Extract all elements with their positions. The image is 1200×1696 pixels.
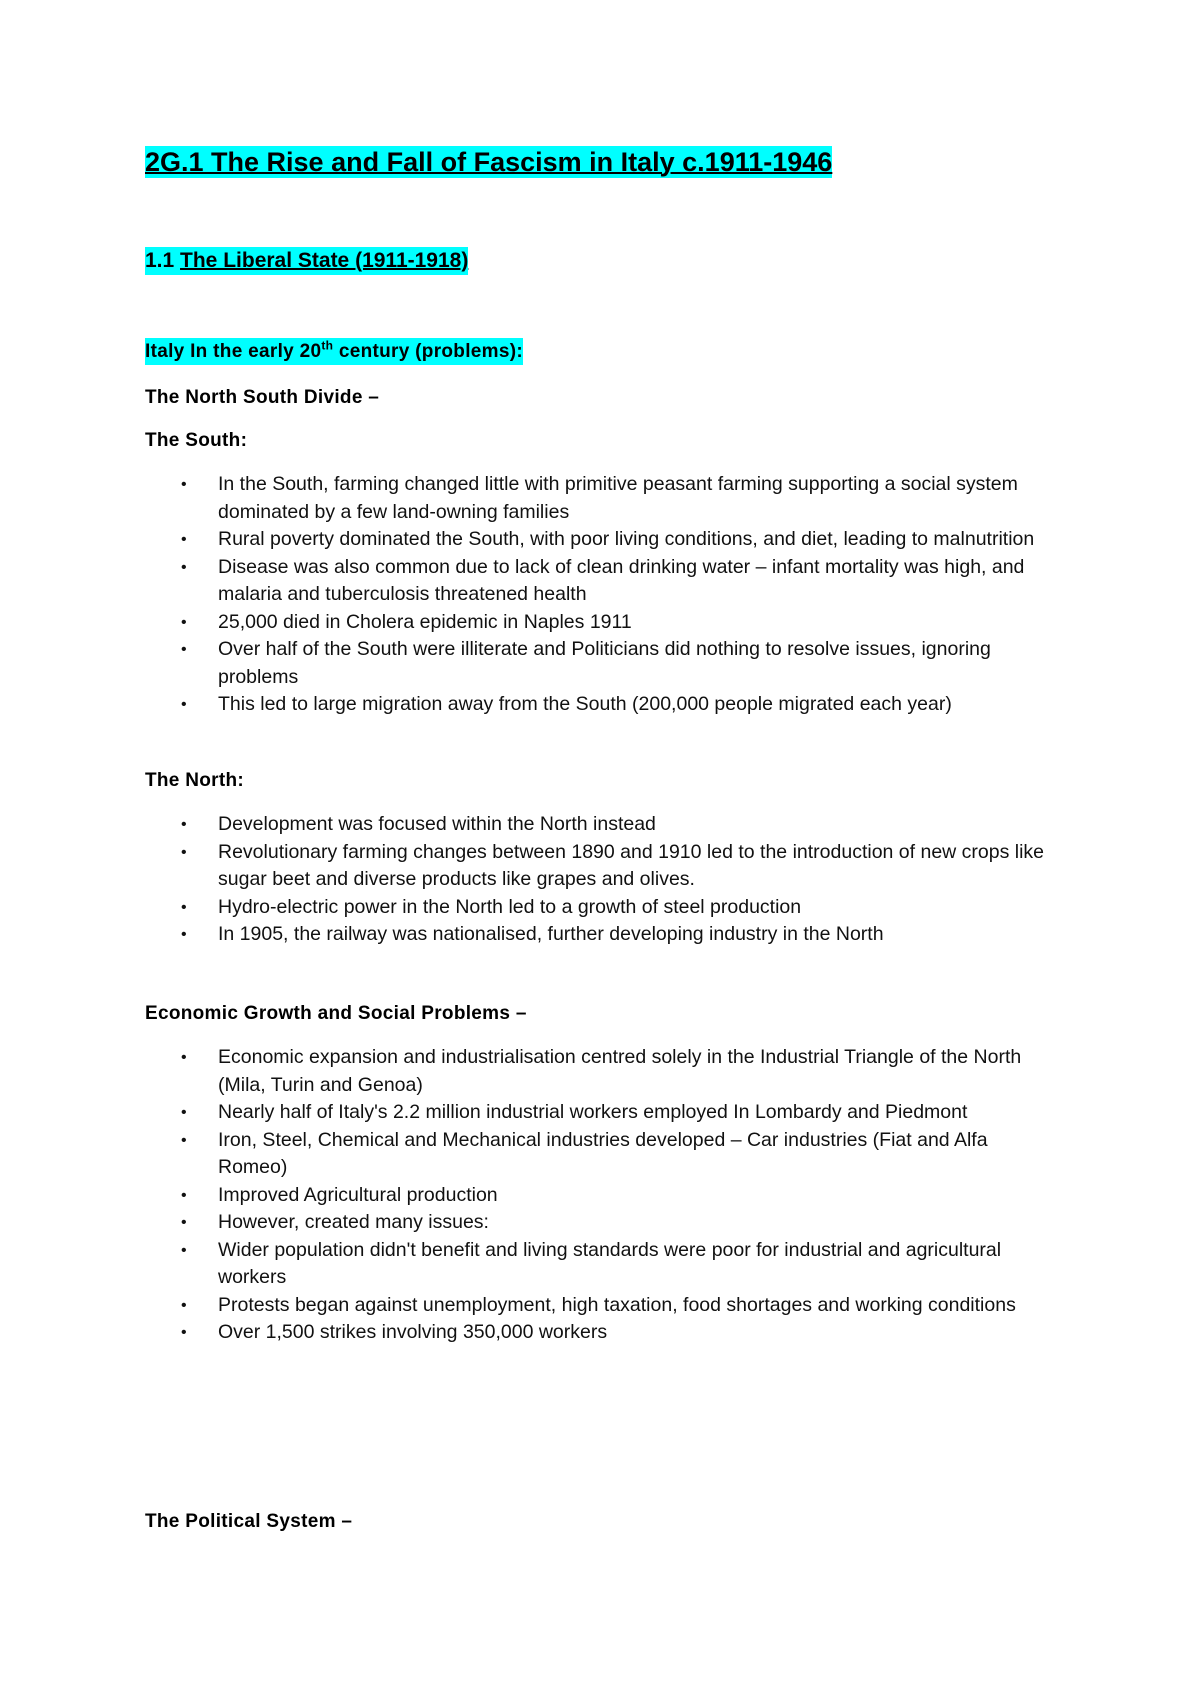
list-item-text: Nearly half of Italy's 2.2 million industrial workers employed In Lombardy and Piedmont [218,1101,968,1123]
bullet-icon: • [181,531,187,548]
list-item-text: Improved Agricultural production [218,1183,498,1206]
section-number: 1.1 [145,249,181,272]
intro-heading-text: Italy In the early 20 [145,341,322,362]
bullet-icon: • [181,1214,187,1231]
bullet-icon: • [181,641,187,658]
north-heading: The North: [145,770,245,791]
bullet-icon: • [181,1296,187,1314]
list-item [0,1099,1058,1127]
list-item [0,609,1058,637]
document-title: 2G.1 The Rise and Fall of Fascism in Italy c.1911-1946 [145,147,833,177]
bullet-icon: • [181,476,187,493]
list-item-text: Protests began against unemployment, high taxation, food shortages and working conditions [218,1293,1016,1316]
list-item-text: However, created many issues: [218,1211,489,1233]
bullet-icon: • [181,1324,187,1341]
list-item-text: Development was focused within the North instead [218,813,656,835]
list-item [0,1319,1058,1347]
intro-heading-text-end: century (problems): [333,341,523,362]
list-item [0,526,1058,554]
bullet-icon: • [181,696,187,713]
list-item [0,839,1058,894]
list-item [0,894,1058,922]
bullet-icon: • [181,926,187,943]
bullet-icon: • [181,898,187,916]
list-item-text: In the South, farming changed little with primitive peasant farming supporting a social system dominated by a few land-owning families [218,473,1018,523]
section-heading [145,247,468,275]
list-item-text: In 1905, the railway was nationalised, further developing industry in the North [218,923,884,945]
list-item [0,1182,1058,1210]
south-bullet-list [0,471,1058,719]
economic-bullet-list [0,1044,1058,1347]
list-item-text: Hydro-electric power in the North led to a growth of steel production [218,895,802,918]
list-item-text: Over 1,500 strikes involving 350,000 workers [218,1321,608,1343]
list-item [0,1044,1058,1099]
north-south-heading: The North South Divide – [145,387,380,408]
bullet-icon: • [181,558,187,576]
list-item [0,921,1058,949]
list-item-text: Disease was also common due to lack of clean drinking water – infant mortality was high, and malaria and tuberculosis threatened health [218,555,1025,605]
list-item-text: Economic expansion and industrialisation centred solely in the Industrial Triangle of the North (Mila, Turin and Genoa) [218,1046,1022,1096]
bullet-icon: • [181,843,187,861]
list-item [0,1209,1058,1237]
intro-heading [145,338,523,365]
list-item-text: Over half of the South were illiterate and Politicians did nothing to resolve issues, ignoring problems [218,638,991,688]
bullet-icon: • [181,1104,187,1121]
list-item-text: Rural poverty dominated the South, with poor living conditions, and diet, leading to malnutrition [218,528,1035,550]
list-item [0,1127,1058,1182]
list-item [0,554,1058,609]
list-item [0,1292,1058,1320]
political-system-heading: The Political System – [145,1511,353,1532]
south-heading: The South: [145,430,248,451]
economic-heading: Economic Growth and Social Problems – [145,1003,527,1024]
intro-heading-superscript: th [321,338,334,353]
bullet-icon: • [181,816,187,833]
bullet-icon: • [181,1049,187,1066]
list-item-text: Revolutionary farming changes between 1890 and 1910 led to the introduction of new crops like sugar beet and diverse products like grapes and olives. [218,840,1045,890]
list-item-text: This led to large migration away from the South (200,000 people migrated each year) [218,693,952,715]
bullet-icon: • [181,1186,187,1204]
north-bullet-list [0,811,1058,949]
bullet-icon: • [181,1131,187,1149]
list-item-text: Iron, Steel, Chemical and Mechanical industries developed – Car industries (Fiat and Alfa Romeo) [218,1128,988,1178]
bullet-icon: • [181,1241,187,1259]
list-item-text: 25,000 died in Cholera epidemic in Naples 1911 [218,610,632,633]
list-item [0,636,1058,691]
list-item [0,811,1058,839]
list-item-text: Wider population didn't benefit and living standards were poor for industrial and agricultural workers [218,1238,1002,1288]
bullet-icon: • [181,613,187,631]
list-item [0,471,1058,526]
list-item [0,1237,1058,1292]
list-item [0,691,1058,719]
section-title: The Liberal State (1911-1918) [180,249,469,272]
